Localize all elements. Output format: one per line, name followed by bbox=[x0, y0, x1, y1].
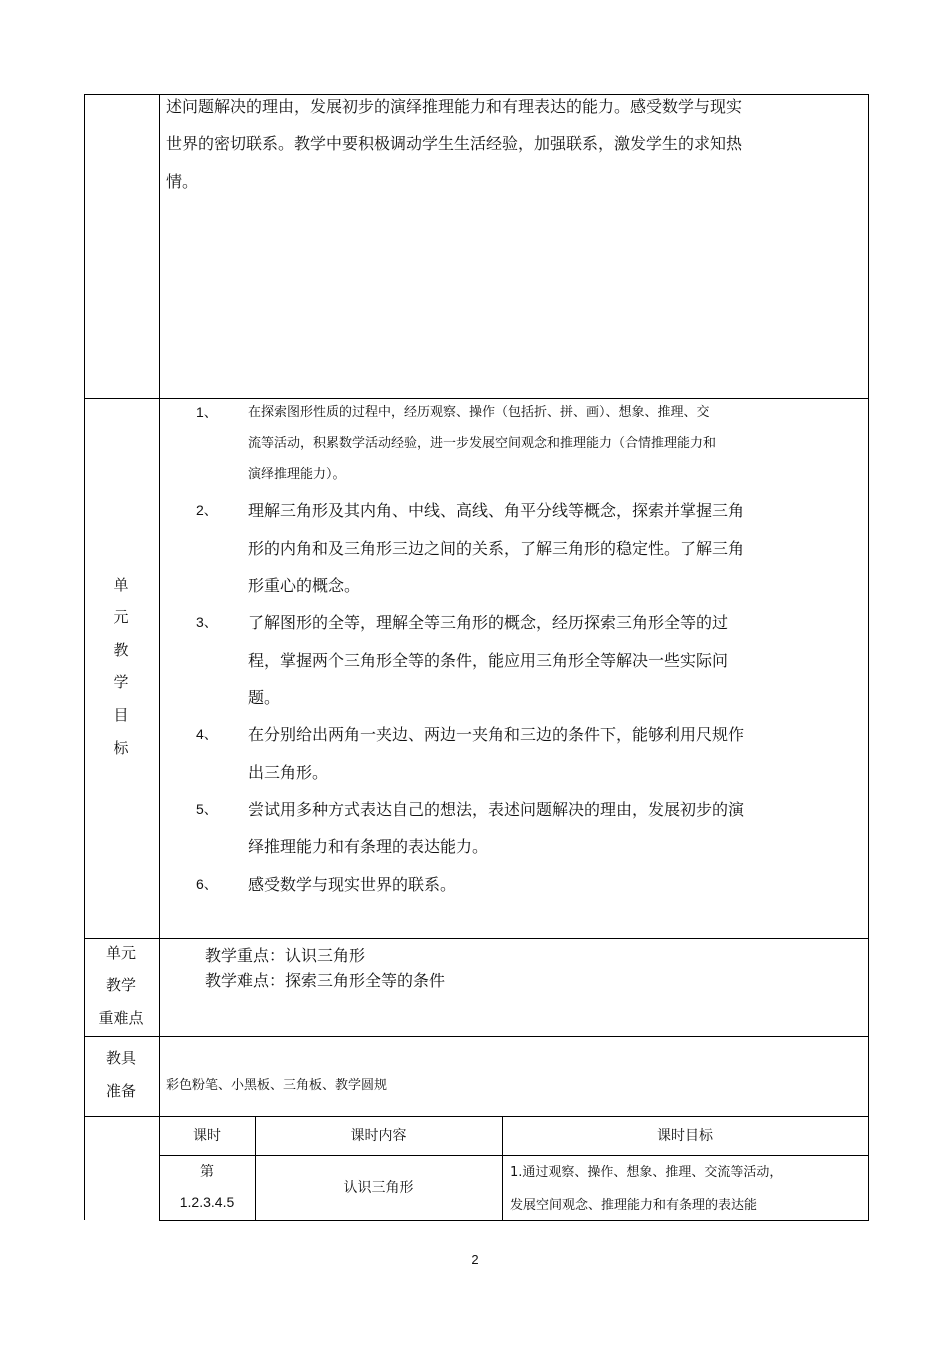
objective-line: 形的内角和及三角形三边之间的关系，了解三角形的稳定性。了解三角 bbox=[248, 539, 745, 558]
schedule-content: 认识三角形 bbox=[343, 1180, 414, 1196]
objective-line: 了解图形的全等，理解全等三角形的概念，经历探索三角形全等的过 bbox=[248, 613, 729, 632]
keypoints-label-line: 教学 bbox=[105, 976, 136, 994]
objective-number: 5、 bbox=[196, 801, 218, 817]
row-divider-objectives bbox=[84, 398, 869, 399]
schedule-period: 1.2.3.4.5 bbox=[179, 1194, 235, 1210]
objective-line: 演绎推理能力）。 bbox=[248, 467, 346, 482]
objective-number: 2、 bbox=[196, 502, 218, 518]
objectives-label-char: 单 bbox=[113, 576, 129, 594]
objectives-label-char: 教 bbox=[113, 641, 129, 659]
objective-line: 形重心的概念。 bbox=[248, 576, 361, 595]
teaching-focus: 教学重点：认识三角形 bbox=[205, 946, 366, 965]
objective-line: 在探索图形性质的过程中，经历观察、操作（包括折、拼、画）、想象、推理、交 bbox=[248, 405, 710, 420]
schedule-header-content: 课时内容 bbox=[350, 1128, 407, 1144]
objective-number: 4、 bbox=[196, 726, 218, 742]
schedule-goal-line: 发展空间观念、推理能力和有条理的表达能 bbox=[510, 1198, 758, 1213]
top-paragraph-line: 世界的密切联系。教学中要积极调动学生生活经验，加强联系，激发学生的求知热 bbox=[166, 134, 743, 153]
keypoints-label-line: 重难点 bbox=[98, 1009, 144, 1027]
objective-line: 感受数学与现实世界的联系。 bbox=[248, 875, 457, 894]
top-paragraph-line: 情。 bbox=[166, 172, 199, 191]
schedule-period: 第 bbox=[200, 1164, 214, 1180]
tools-label-line: 教具 bbox=[105, 1049, 136, 1067]
row-divider-schedule bbox=[84, 1116, 869, 1117]
page-number: 2 bbox=[471, 1252, 479, 1267]
objectives-label-char: 学 bbox=[113, 673, 129, 691]
schedule-header-goal: 课时目标 bbox=[657, 1128, 713, 1144]
objective-number: 6、 bbox=[196, 876, 218, 892]
schedule-header-divider bbox=[159, 1155, 869, 1156]
table-divider-label-column bbox=[159, 94, 160, 1220]
objective-line: 理解三角形及其内角、中线、高线、角平分线等概念，探索并掌握三角 bbox=[248, 501, 745, 520]
top-paragraph-line: 述问题解决的理由，发展初步的演绎推理能力和有理表达的能力。感受数学与现实 bbox=[166, 97, 743, 116]
objective-number: 3、 bbox=[196, 614, 218, 630]
tools-label-line: 准备 bbox=[105, 1082, 136, 1100]
row-divider-keypoints bbox=[84, 938, 869, 939]
objective-line: 尝试用多种方式表达自己的想法，表述问题解决的理由，发展初步的演 bbox=[248, 800, 745, 819]
objective-number: 1、 bbox=[196, 404, 218, 420]
row-divider-tools bbox=[84, 1036, 869, 1037]
objective-line: 题。 bbox=[248, 688, 281, 707]
schedule-bottom-line bbox=[159, 1220, 869, 1221]
schedule-header-period: 课时 bbox=[193, 1128, 221, 1144]
table-border-right bbox=[868, 94, 869, 1221]
objective-line: 在分别给出两角一夹边、两边一夹角和三边的条件下，能够利用尺规作 bbox=[248, 725, 745, 744]
keypoints-label-line: 单元 bbox=[105, 944, 136, 962]
objectives-label-char: 目 bbox=[113, 706, 129, 724]
objectives-label-char: 元 bbox=[113, 608, 129, 626]
objective-line: 流等活动，积累数学活动经验，进一步发展空间观念和推理能力（合情推理能力和 bbox=[248, 436, 717, 451]
objectives-label-char: 标 bbox=[113, 739, 129, 757]
objective-line: 程，掌握两个三角形全等的条件，能应用三角形全等解决一些实际问 bbox=[248, 651, 729, 670]
tools-content: 彩色粉笔、小黑板、三角板、教学圆规 bbox=[166, 1078, 388, 1093]
objective-line: 出三角形。 bbox=[248, 763, 329, 782]
teaching-difficulty: 教学难点：探索三角形全等的条件 bbox=[205, 971, 446, 990]
objective-line: 绎推理能力和有条理的表达能力。 bbox=[248, 837, 489, 856]
schedule-goal-line: 1.通过观察、操作、想象、推理、交流等活动， bbox=[510, 1165, 783, 1180]
